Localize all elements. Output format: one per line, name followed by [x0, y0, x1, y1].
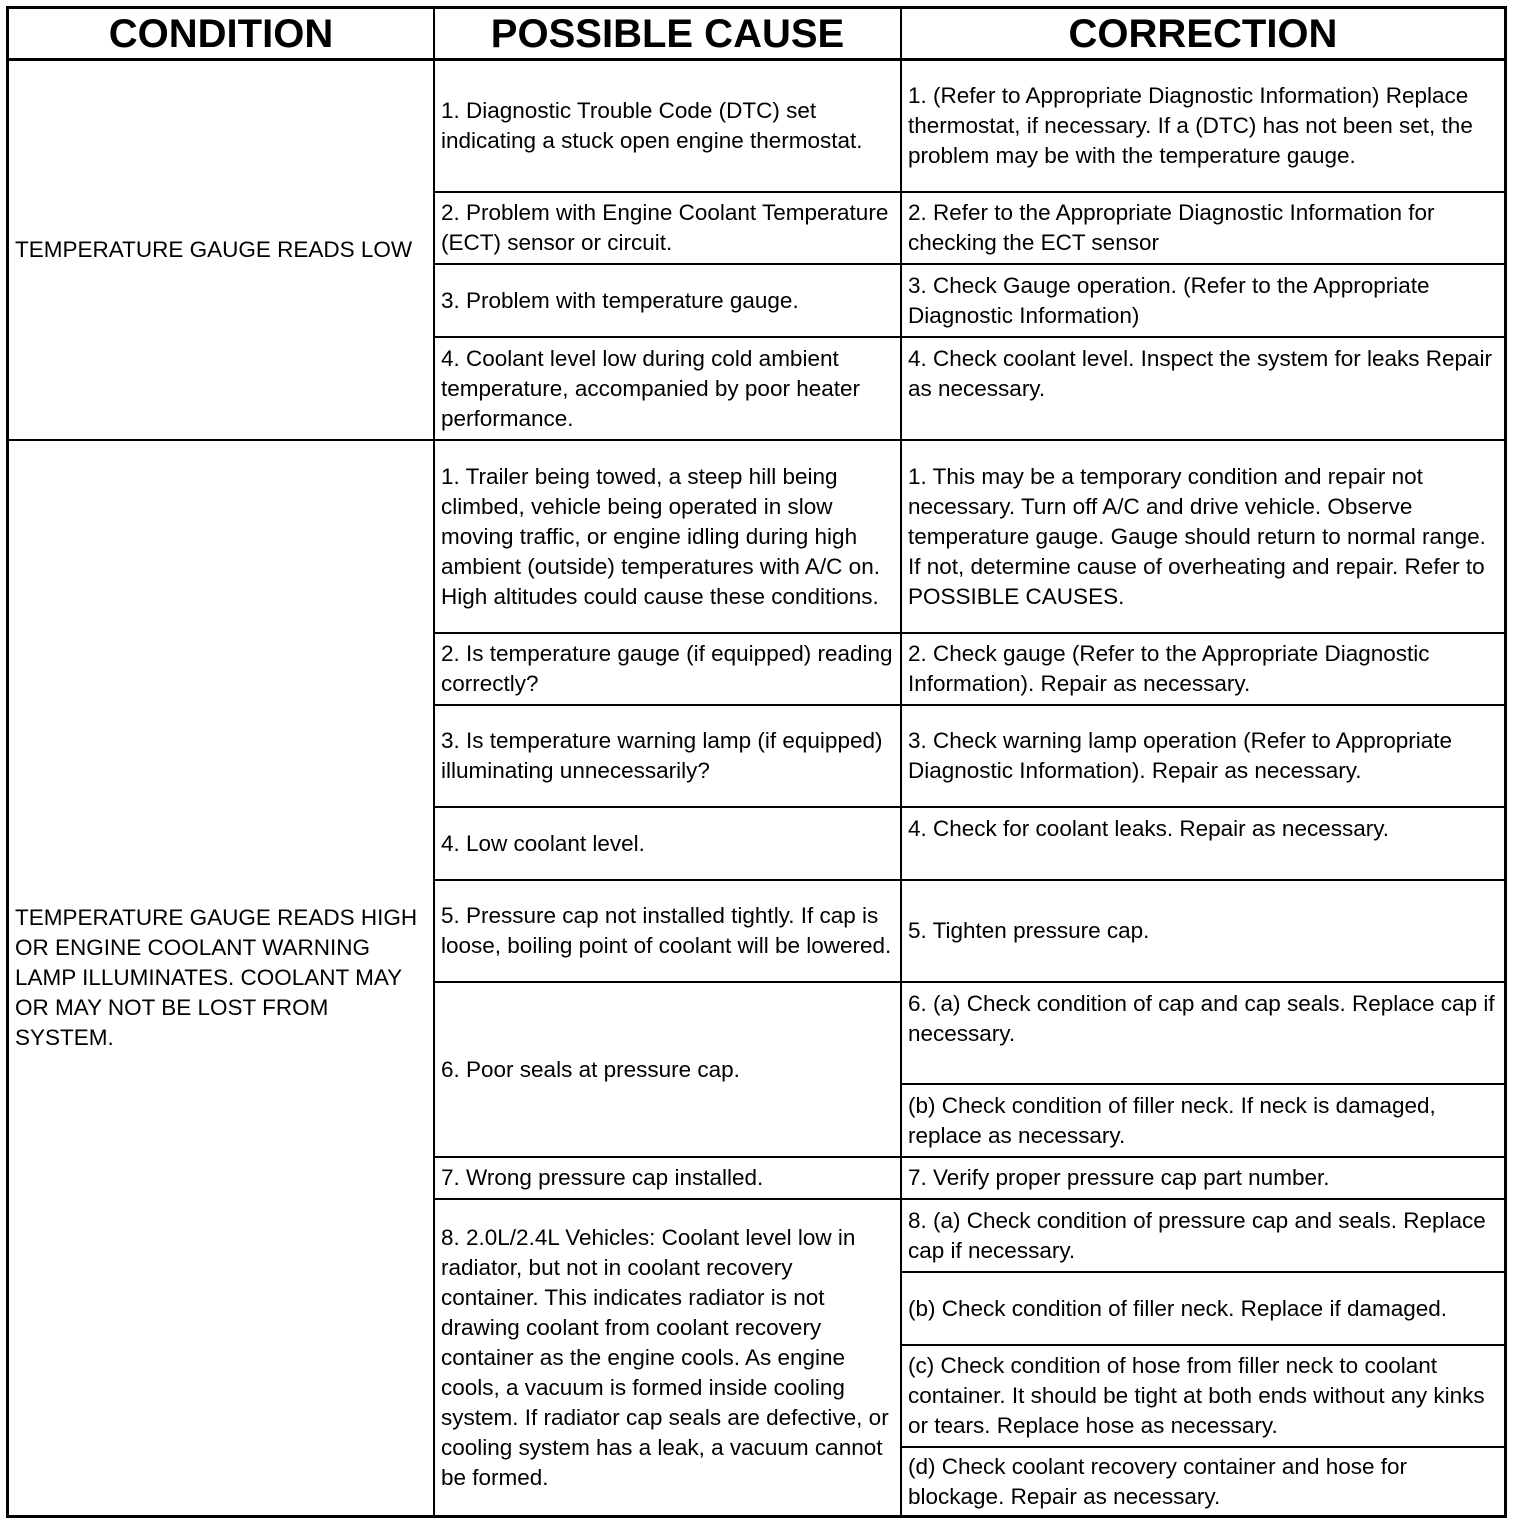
cause-cell: 1. Trailer being towed, a steep hill being climbed, vehicle being operated in slow moving traffic, or engine idling during high ambient (outside) temperatures with A/C on. High altitudes could cause these conditions. [435, 441, 902, 634]
correction-cell: 6. (a) Check condition of cap and cap seals. Replace cap if necessary. [902, 983, 1504, 1085]
cause-cell: 4. Coolant level low during cold ambient temperature, accompanied by poor heater performance. [435, 338, 902, 441]
correction-cell: (d) Check coolant recovery container and hose for blockage. Repair as necessary. [908, 1453, 1408, 1509]
correction-cell: 7. Verify proper pressure cap part number. [902, 1158, 1504, 1200]
cause-cell: 2. Problem with Engine Coolant Temperature (ECT) sensor or circuit. [435, 193, 902, 265]
troubleshooting-table [6, 6, 1507, 1518]
correction-cell: (c) Check condition of hose from filler neck to coolant container. It should be tight at both ends without any kinks or tears. Replace hose as necessary. [902, 1346, 1504, 1448]
cause-cell: 5. Pressure cap not installed tightly. If cap is loose, boiling point of coolant will be lowered. [435, 881, 902, 983]
cause-cell: 7. Wrong pressure cap installed. [435, 1158, 902, 1200]
correction-cell: 2. Check gauge (Refer to the Appropriate Diagnostic Information). Repair as necessary. [902, 634, 1504, 706]
correction-cell: 5. Tighten pressure cap. [902, 881, 1504, 983]
correction-cell: 4. Check coolant level. Inspect the system for leaks Repair as necessary. [902, 338, 1504, 441]
correction-cell: 1. (Refer to Appropriate Diagnostic Information) Replace thermostat, if necessary. If a (DTC) has not been set, the problem may be with the temperature gauge. [902, 61, 1504, 193]
header-condition: CONDITION [9, 9, 435, 61]
correction-cell: 8. (a) Check condition of pressure cap and seals. Replace cap if necessary. [902, 1200, 1504, 1273]
cause-cell: 3. Problem with temperature gauge. [435, 265, 902, 338]
correction-cell: (b) Check condition of filler neck. If neck is damaged, replace as necessary. [902, 1085, 1504, 1158]
correction-cell: 1. This may be a temporary condition and repair not necessary. Turn off A/C and drive vehicle. Observe temperature gauge. Gauge should return to normal range. If not, determine cause of overheating and repair. Refer to POSSIBLE CAUSES. [902, 441, 1504, 634]
correction-cell: 3. Check Gauge operation. (Refer to the Appropriate Diagnostic Information) [902, 265, 1504, 338]
cause-cell: 3. Is temperature warning lamp (if equipped) illuminating unnecessarily? [435, 706, 902, 808]
cause-cell: 6. Poor seals at pressure cap. [435, 983, 902, 1158]
correction-cell: 3. Check warning lamp operation (Refer to Appropriate Diagnostic Information). Repair as necessary. [902, 706, 1504, 808]
cause-cell: 4. Low coolant level. [435, 808, 902, 881]
cause-cell: 2. Is temperature gauge (if equipped) reading correctly? [435, 634, 902, 706]
cause-cell: 8. 2.0L/2.4L Vehicles: Coolant level low in radiator, but not in coolant recovery container. This indicates radiator is not drawing coolant from coolant recovery container as the engine cools. As engine cools, a vacuum is formed inside cooling system. If radiator cap seals are defective, or cooling system has a leak, a vacuum cannot be formed. [435, 1200, 902, 1515]
header-possible-cause: POSSIBLE CAUSE [435, 9, 902, 61]
cause-cell: 1. Diagnostic Trouble Code (DTC) set indicating a stuck open engine thermostat. [435, 61, 902, 193]
header-correction: CORRECTION [902, 9, 1504, 61]
correction-cell: 2. Refer to the Appropriate Diagnostic Information for checking the ECT sensor [902, 193, 1504, 265]
correction-cell: 4. Check for coolant leaks. Repair as necessary. [902, 808, 1504, 881]
condition-gauge-reads-low: TEMPERATURE GAUGE READS LOW [9, 61, 435, 441]
condition-gauge-reads-high: TEMPERATURE GAUGE READS HIGH OR ENGINE COOLANT WARNING LAMP ILLUMINATES. COOLANT MAY OR MAY NOT BE LOST FROM SYSTEM. [9, 441, 435, 1515]
correction-cell: (b) Check condition of filler neck. Replace if damaged. [902, 1273, 1504, 1346]
